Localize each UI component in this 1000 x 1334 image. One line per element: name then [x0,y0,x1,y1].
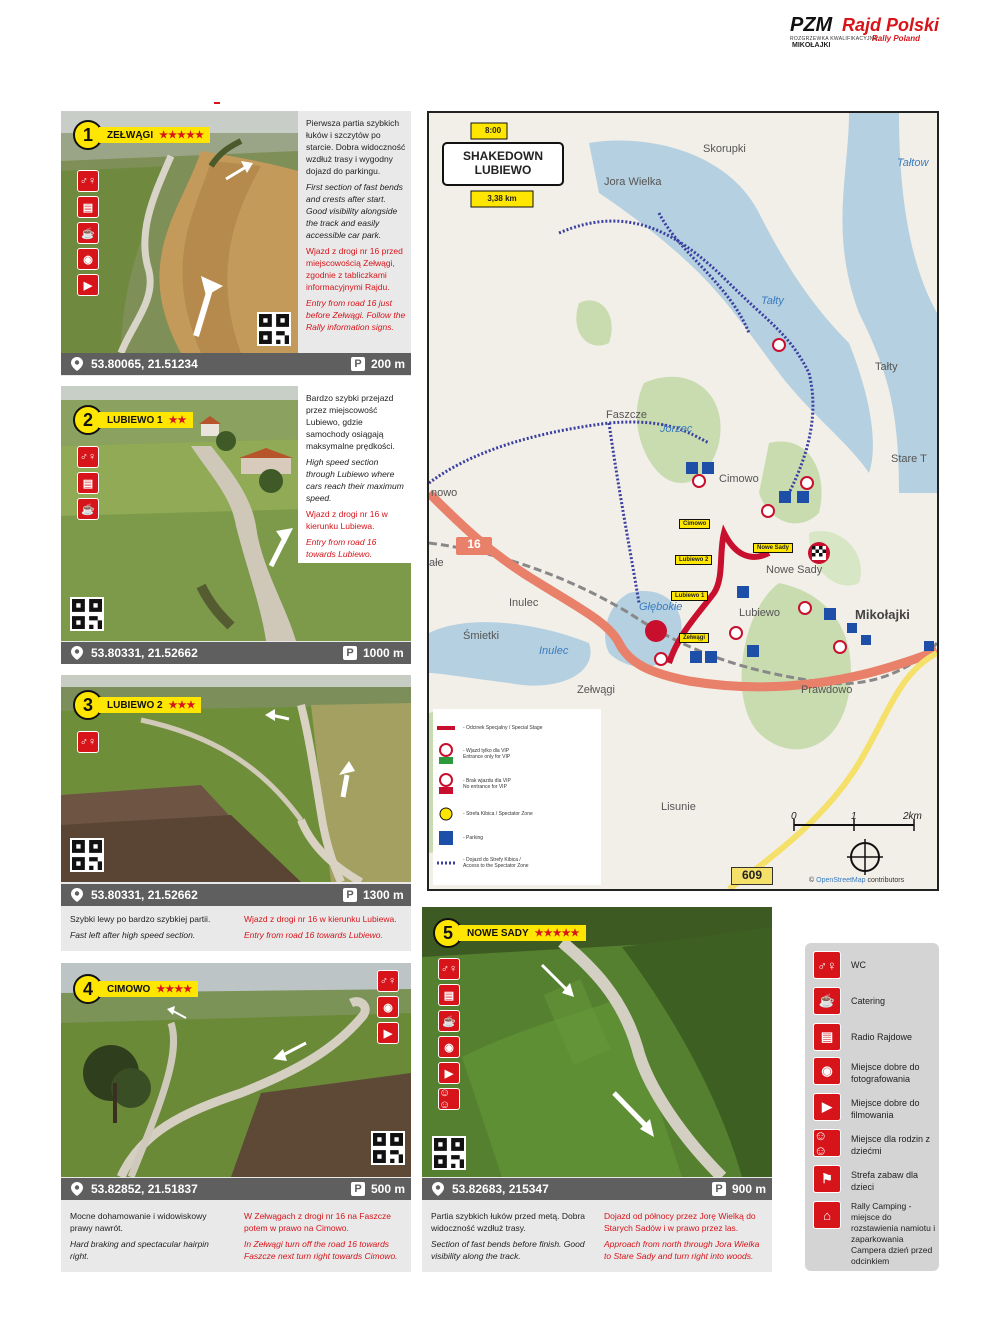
qr-code-1[interactable] [257,312,291,346]
location-pin-icon [71,1182,83,1196]
map-stage-title [443,149,563,177]
spot-access-3 [244,913,404,945]
spot-coords-bar-3 [61,884,411,906]
parking-distance-value-1: 200 m [371,357,406,371]
spot-access-pl-5: Dojazd od północy przez Jorę Wielką do Starych Sadów i w prawo przez las. [604,1211,756,1233]
logo-subtitle: Rally Poland [872,34,921,43]
family-icon: ☺☺ [813,1129,841,1157]
legend-vip: - Wjazd tylko dla VIP Entrance only for VIP [463,748,511,760]
red-mark [214,102,220,104]
map-marker-3[interactable]: Lubiewo 2 [675,555,712,565]
parking-icon: P [351,1182,365,1196]
spot-icons-4 [377,970,399,1044]
spot-text-en-2: High speed section through Lubiewo where cars reach their maximum speed. [306,457,404,503]
spot-icons-5 [438,958,460,1110]
map-place-talty-lake: Tałty [761,295,784,307]
map-time: 8:00 [485,126,502,135]
parking-icon: P [351,357,365,371]
attribution-symbol: © [809,877,815,884]
legend-parking: - Parking [463,835,484,841]
map-place-glebokie: Głębokie [639,601,683,613]
location-pin-icon [71,888,83,902]
wc-icon: ♂♀ [813,951,841,979]
map-marker-1[interactable]: Zełwągi [679,633,709,643]
map-place-prawdowo: Prawdowo [801,684,853,696]
map-place-cimowo: Cimowo [719,473,759,485]
spot-name-1: ZEŁWĄGI [107,129,154,141]
key-label-family: Miejsce dla rodzin z dziećmi [851,1134,931,1156]
road-16-sign: 16 [456,537,492,555]
location-pin-icon [71,357,83,371]
map-place-stare: Stare T [891,453,927,465]
wc-icon: ♂♀ [77,731,99,753]
spot-access-pl-2: Wjazd z drogi nr 16 w kierunku Lubiewa. [306,509,388,531]
catering-icon: ☕ [77,498,99,520]
map-legend [433,709,601,885]
spot-badge-3 [73,690,201,720]
spot-coords-bar-5 [422,1178,772,1200]
catering-icon: ☕ [77,222,99,244]
family-icon: ☺☺ [438,1088,460,1110]
location-pin-icon [432,1182,444,1196]
map-place-jora: Jora Wielka [604,176,662,188]
spot-access-en-4: In Zełwągi turn off the road 16 towards Faszcze next turn right towards Cimowo. [244,1239,398,1261]
spot-desc-2 [306,392,406,564]
spot-access-en-1: Entry from road 16 just before Zełwągi. Follow the Rally information signs. [306,298,406,332]
map-place-jorzec: Jorzec [660,423,693,435]
parking-distance-value-3: 1300 m [363,888,404,902]
spot-number-5: 5 [433,918,463,948]
spot-name-3: LUBIEWO 2 [107,699,163,711]
map-distance: 3,38 km [487,194,517,203]
scale-0: 0 [791,811,797,822]
spot-icons-3 [77,731,99,753]
spot-badge-4 [73,974,198,1004]
road-609-sign: 609 [731,867,773,885]
spot-name-5: NOWE SADY [467,927,529,939]
legend-stage: - Odcinek Specjalny / Special Stage [463,725,543,731]
map-place-nowo: nowo [431,487,458,499]
video-camera-icon: ▶ [377,1022,399,1044]
spot-access-pl-4: W Zełwągach z drogi nr 16 na Faszcze potem w prawo na Cimowo. [244,1211,391,1233]
attribution-link[interactable]: OpenStreetMap [816,877,866,884]
spot-desc-4 [70,1210,230,1266]
spot-desc-3 [70,913,230,945]
map-place-taltow: Tałtow [897,157,929,169]
wc-icon: ♂♀ [77,170,99,192]
spot-coords-bar-2 [61,642,411,664]
camera-icon: ◉ [438,1036,460,1058]
spot-access-pl-1: Wjazd z drogi nr 16 przed miejscowością Zełwągi, zgodnie z tabliczkami informacyjnymi Rajdu. [306,246,403,292]
map-place-ale: ałe [429,557,444,569]
key-label-video: Miejsce dobre do filmowania [851,1098,920,1120]
camera-icon: ◉ [377,996,399,1018]
key-label-catering: Catering [851,996,886,1006]
logo-town: MIKOŁAJKI [792,42,831,49]
map-place-smietki: Śmietki [463,630,500,642]
spot-coords-1: 53.80065, 21.51234 [91,357,198,371]
wc-icon: ♂♀ [377,970,399,992]
parking-distance-3 [343,888,404,902]
parking-distance-5 [712,1182,766,1196]
spot-stars-4: ★★★★ [156,983,193,995]
video-camera-icon: ▶ [438,1062,460,1084]
parking-distance-4 [351,1182,405,1196]
legend-access: - Dojazd do Strefy Kibica / Access to the Spectator Zone [463,857,529,869]
spot-coords-bar-1 [61,353,411,375]
parking-icon: P [343,646,357,660]
spot-icons-1 [77,170,99,296]
spot-number-2: 2 [73,405,103,435]
spot-coords-5: 53.82683, 215347 [452,1182,549,1196]
spot-text-en-1: First section of fast bends and crests after start. Good visibility alongside the track and easily accessible car park. [306,182,403,240]
video-camera-icon: ▶ [77,274,99,296]
spot-text-pl-1: Pierwsza partia szybkich łuków i szczytów po starcie. Dobra widoczność wzdłuż trasy i wygodny dojazd do parkingu. [306,118,406,176]
stage-map[interactable] [427,111,939,891]
logo-brand: PZM [790,14,833,36]
spot-number-3: 3 [73,690,103,720]
spot-name-2: LUBIEWO 1 [107,414,163,426]
spot-coords-3: 53.80331, 21.52662 [91,888,198,902]
playground-icon: ⚑ [813,1165,841,1193]
parking-distance-1 [351,357,405,371]
radio-icon: ▤ [77,196,99,218]
spot-stars-2: ★★ [168,414,187,426]
radio-icon: ▤ [77,472,99,494]
map-stage-title-1: SHAKEDOWN [463,149,543,163]
qr-code-3[interactable] [70,838,104,872]
spot-access-4 [244,1210,409,1266]
spot-access-en-2: Entry from road 16 towards Lubiewo. [306,537,377,559]
spot-number-4: 4 [73,974,103,1004]
logo-title: Rajd Polski [842,15,940,35]
camera-icon: ◉ [77,248,99,270]
video-camera-icon: ▶ [813,1093,841,1121]
logo-small-line: ROZGRZEWKA KWALIFIKACYJNA [790,36,878,42]
key-label-wc: WC [851,960,866,970]
map-place-mikolajki: Mikołajki [855,607,910,622]
spot-access-pl-3: Wjazd z drogi nr 16 w kierunku Lubiewa. [244,914,397,924]
parking-icon: P [712,1182,726,1196]
map-place-lisunie: Lisunie [661,801,696,813]
spot-stars-3: ★★★ [168,699,196,711]
spot-desc-5 [431,1210,586,1266]
location-pin-icon [71,646,83,660]
map-marker-2[interactable]: Lubiewo 1 [671,591,708,601]
key-label-photo: Miejsce dobre do fotografowania [851,1062,920,1084]
spot-number-1: 1 [73,120,103,150]
spot-coords-4: 53.82852, 21.51837 [91,1182,198,1196]
camping-icon: ⌂ [813,1201,841,1229]
key-label-camping: Rally Camping - miejsce do rozstawienia namiotu i zaparkowania Campera dzień przed odcinkiem [851,1201,936,1266]
map-place-nowe-sady: Nowe Sady [766,564,823,576]
map-marker-5[interactable]: Nowe Sady [753,543,793,553]
map-place-skorupki: Skorupki [703,143,746,155]
spot-text-en-4: Hard braking and spectacular hairpin right. [70,1239,209,1261]
map-place-zelwagi: Zełwągi [577,684,615,696]
wc-icon: ♂♀ [77,446,99,468]
wc-icon: ♂♀ [438,958,460,980]
qr-code-2[interactable] [70,597,104,631]
radio-icon: ▤ [438,984,460,1006]
spot-badge-1 [73,120,210,150]
attribution-rest: contributors [867,877,905,884]
spot-coords-2: 53.80331, 21.52662 [91,646,198,660]
spot-text-pl-3: Szybki lewy po bardzo szybkiej partii. [70,914,211,924]
spot-badge-2 [73,405,193,435]
icon-key-panel [805,943,939,1271]
scale-2: 2km [903,811,922,822]
spot-badge-5 [433,918,586,948]
key-label-radio: Radio Rajdowe [851,1032,913,1042]
spot-access-5 [604,1210,764,1266]
map-marker-4[interactable]: Cimowo [679,519,710,529]
qr-code-5[interactable] [432,1136,466,1170]
map-attribution [809,877,904,884]
spot-name-4: CIMOWO [107,983,151,995]
map-stage-title-2: LUBIEWO [474,163,532,177]
map-place-talty: Tałty [875,361,898,373]
spot-icons-2 [77,446,99,520]
camera-icon: ◉ [813,1057,841,1085]
map-place-lubiewo: Lubiewo [739,607,780,619]
catering-icon: ☕ [813,987,841,1015]
legend-novip: - Brak wjazdu dla VIP No entrance for VIP [463,778,511,790]
spot-coords-bar-4 [61,1178,411,1200]
spot-text-pl-2: Bardzo szybki przejazd przez miejscowość Lubiewo, gdzie samochody osiągają maksymalne prędkości. [306,393,395,451]
scale-1: 1 [851,811,857,822]
map-place-inulec: Inulec [509,597,539,609]
spot-access-en-3: Entry from road 16 towards Lubiewo. [244,930,383,940]
catering-icon: ☕ [438,1010,460,1032]
spot-text-en-3: Fast left after high speed section. [70,930,196,940]
spot-text-en-5: Section of fast bends before finish. Good visibility along the track. [431,1239,585,1261]
rally-logo [780,14,940,48]
map-place-inulec-lake: Inulec [539,645,569,657]
parking-distance-value-2: 1000 m [363,646,404,660]
spot-access-en-5: Approach from north through Jora Wielka to Stare Sady and turn right into woods. [604,1239,760,1261]
spot-text-pl-5: Partia szybkich łuków przed metą. Dobra widoczność wzdłuż trasy. [431,1211,586,1233]
parking-distance-value-5: 900 m [732,1182,767,1196]
key-label-playground: Strefa zabaw dla dzieci [851,1170,919,1192]
legend-zone: - Strefa Kibica / Spectator Zone [463,811,533,817]
spot-stars-5: ★★★★★ [534,927,580,939]
parking-distance-value-4: 500 m [371,1182,406,1196]
parking-distance-2 [343,646,404,660]
spot-text-pl-4: Mocne dohamowanie i widowiskowy prawy nawrót. [70,1211,207,1233]
map-place-faszcze: Faszcze [606,409,647,421]
qr-code-4[interactable] [371,1131,405,1165]
radio-icon: ▤ [813,1023,841,1051]
spot-desc-1 [306,117,406,337]
parking-icon: P [343,888,357,902]
spot-stars-1: ★★★★★ [159,129,204,141]
